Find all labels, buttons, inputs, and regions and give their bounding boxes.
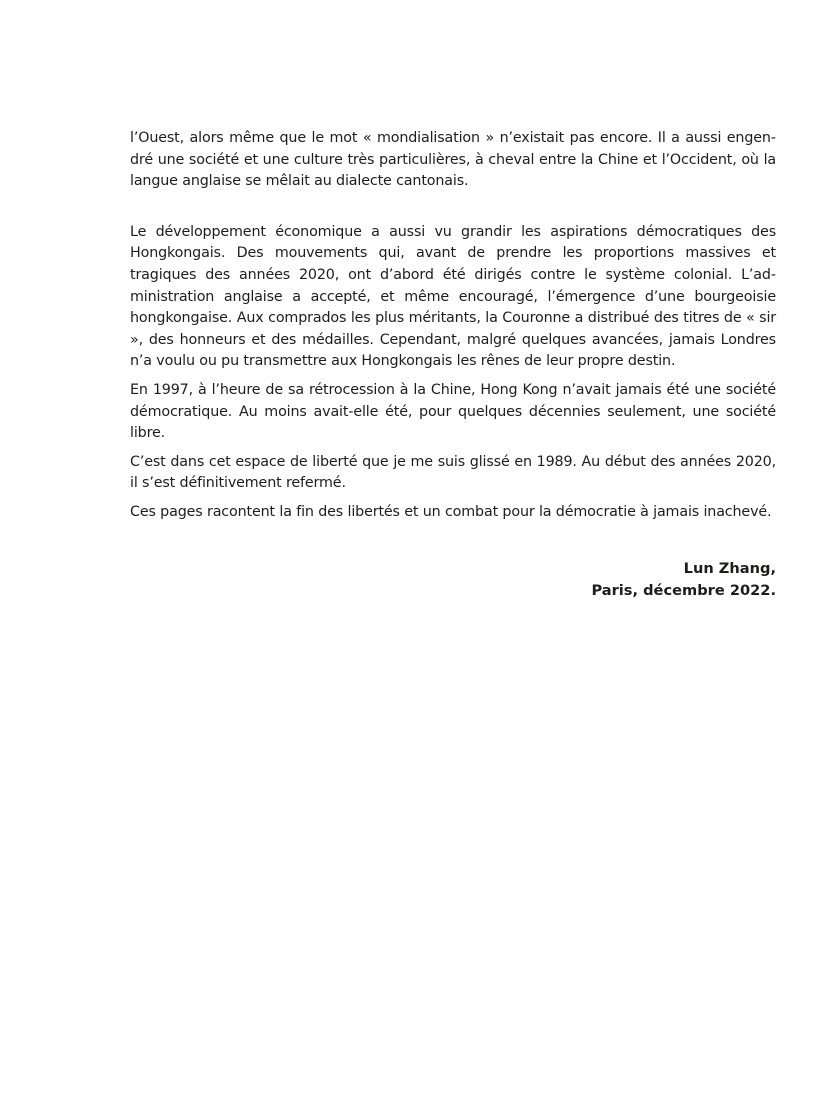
paragraph-intro: l’Ouest, alors même que le mot « mondialisation » n’existait pas encore. Il a aussi engendré une société et une culture très particulières, à cheval entre la Chine et l’Occident, où la langue anglaise se mêlait au dialecte cantonais. — [130, 130, 776, 190]
signature-block — [130, 558, 776, 602]
signature-author: Lun Zhang, — [683, 559, 776, 577]
signature-place-date: Paris, décembre 2022. — [591, 581, 776, 599]
paragraph-closing: Ces pages racontent la fin des libertés et un combat pour la démocratie à jamais inachevé. — [130, 503, 772, 520]
paragraph-democratic-aspirations: Le développement économique a aussi vu grandir les aspirations démocratiques des Hongkongais. Des mouvements qui, avant de prendre les proportions massives et tragiques des années 2020, ont d’abord été dirigés contre le système colonial. L’administration anglaise a accepté, et même encouragé, l’émergence d’une bourgeoisie hongkongaise. Aux comprados les plus méritants, la Couronne a distribué des titres de « sir », des honneurs et des médailles. Cependant, malgré quelques avancées, jamais Londres n’a voulu ou pu transmettre aux Hongkongais les rênes de leur propre destin. — [130, 223, 776, 370]
paragraph-retrocession: En 1997, à l’heure de sa rétrocession à la Chine, Hong Kong n’avait jamais été une société démocratique. Au moins avait-elle été, pour quelques décennies seulement, une société libre. — [130, 381, 776, 442]
paragraph-liberty-space: C’est dans cet espace de liberté que je me suis glissé en 1989. Au début des années 2020, il s’est définitivement refermé. — [130, 453, 776, 492]
page-body — [130, 128, 776, 602]
